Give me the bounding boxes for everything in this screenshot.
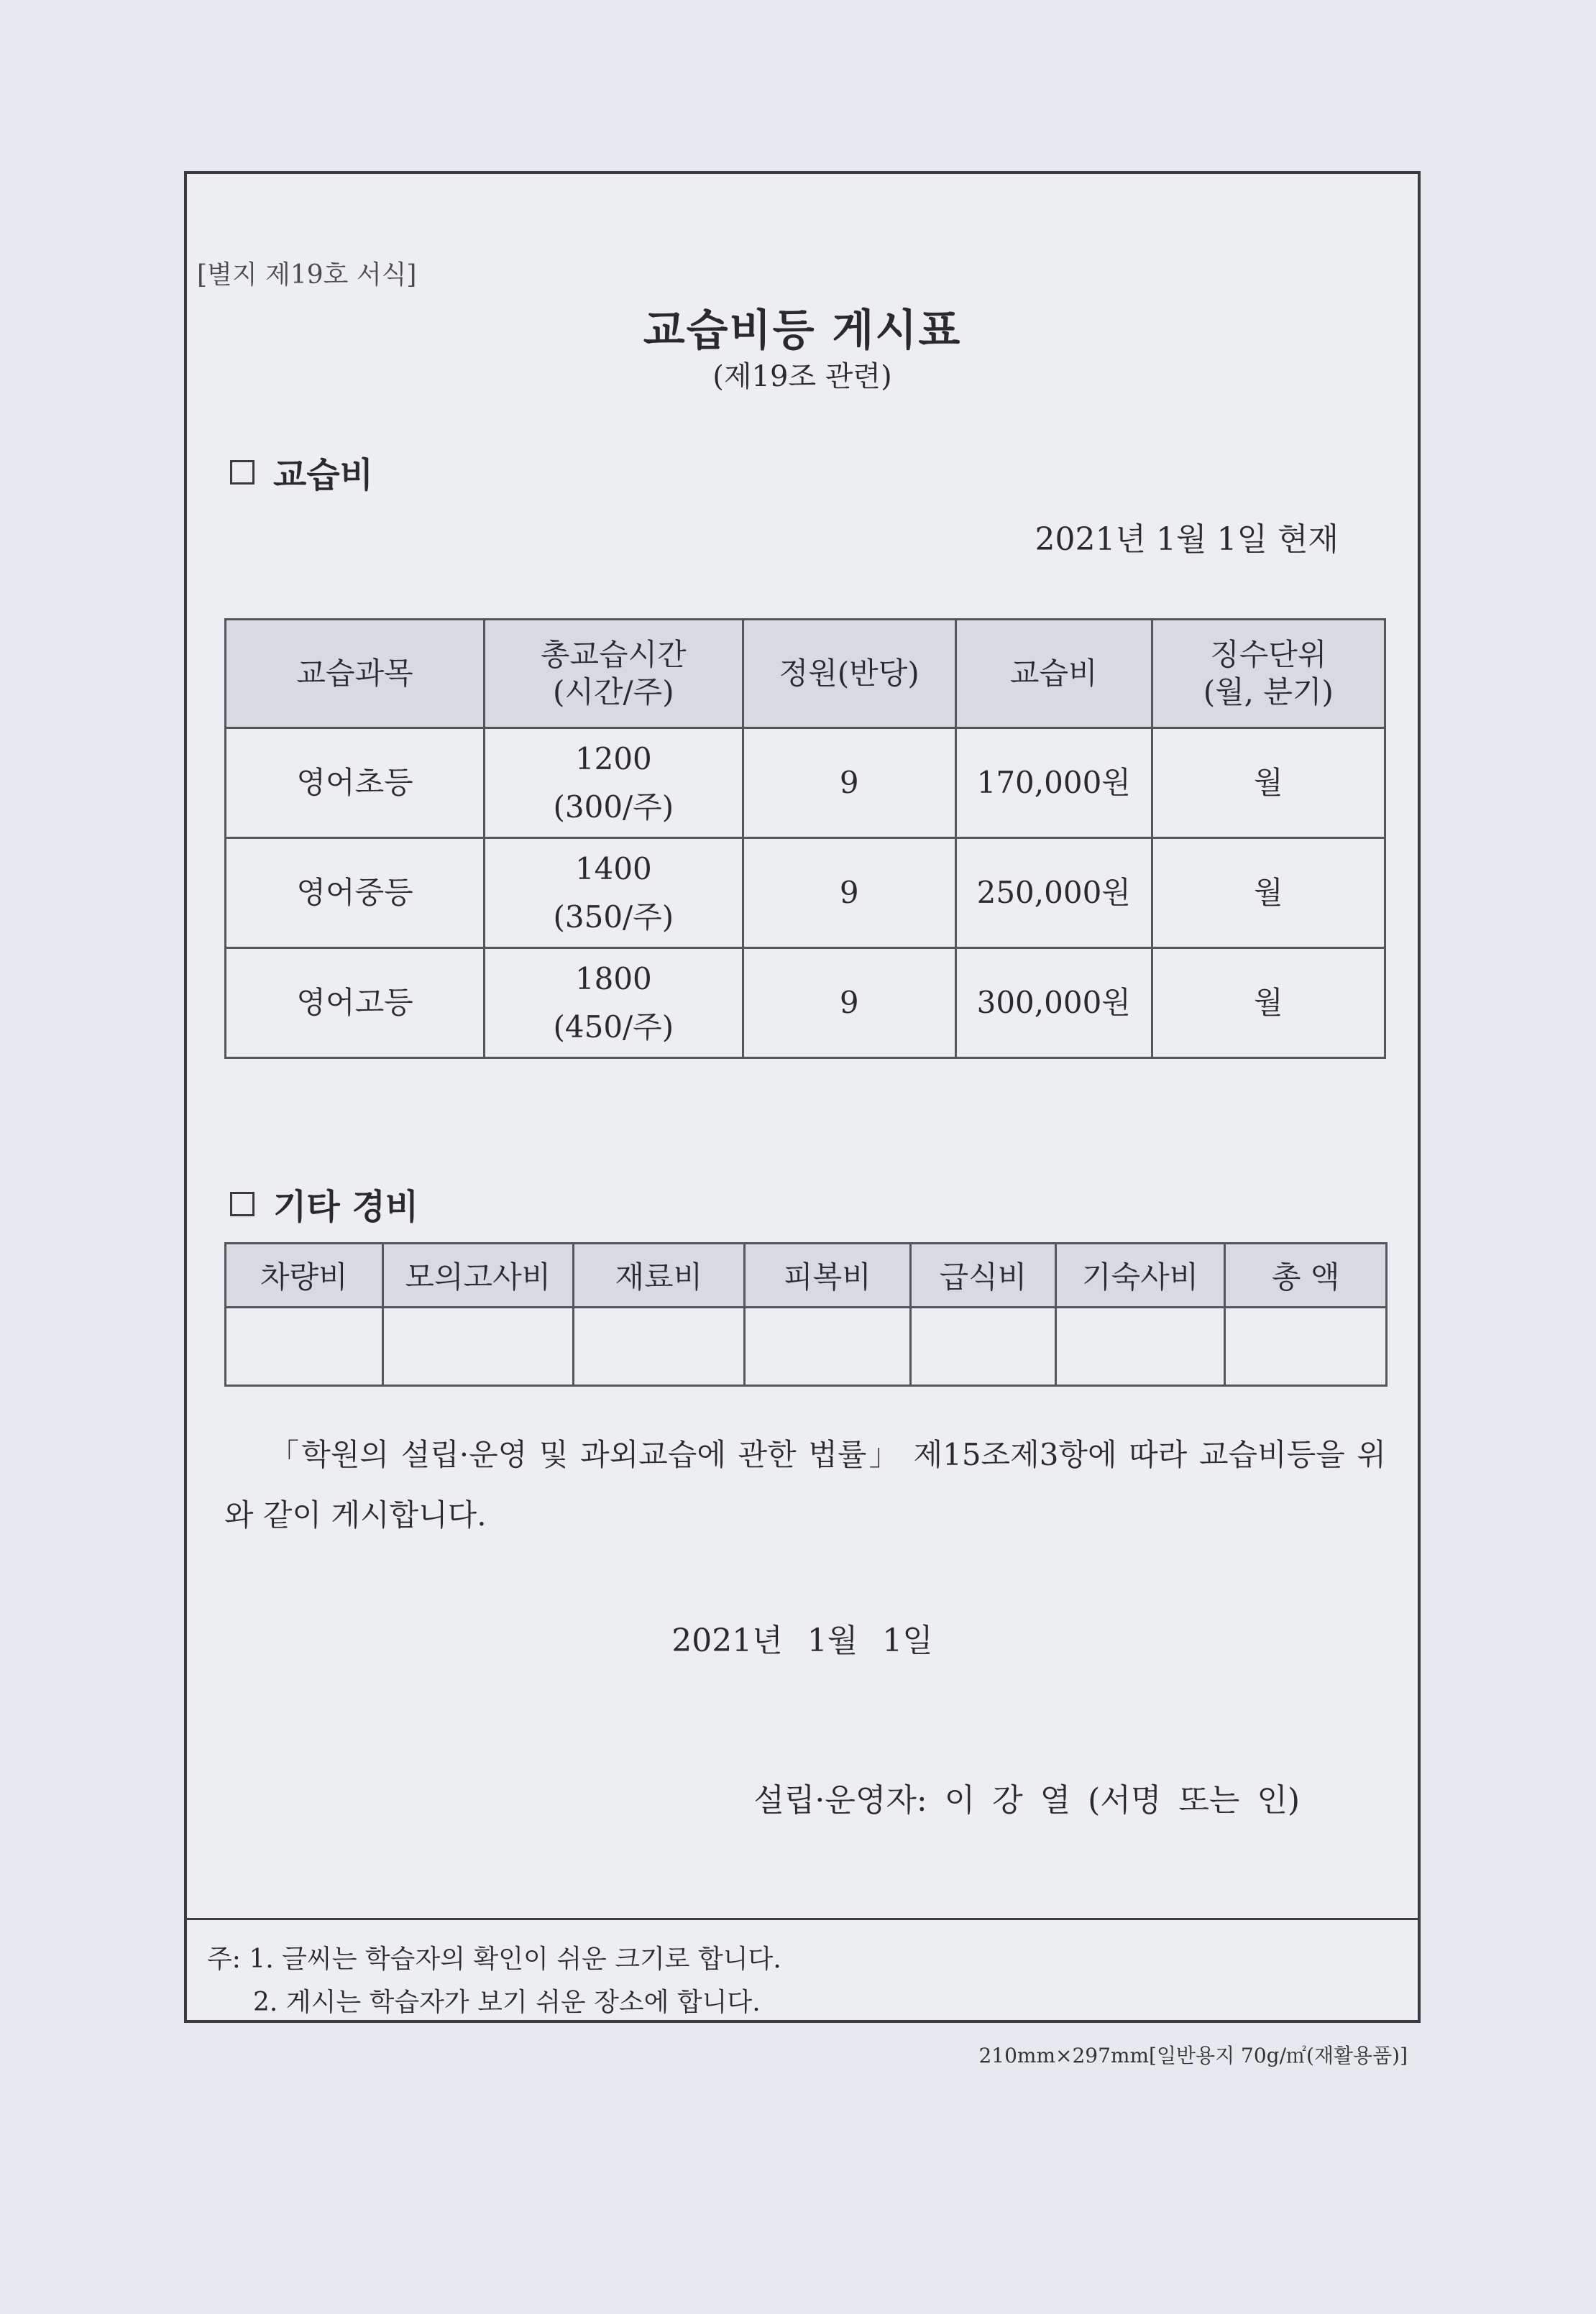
cell-total <box>1225 1308 1387 1386</box>
cell-vehicle <box>226 1308 383 1386</box>
tuition-section-label: 교습비 <box>273 455 374 495</box>
cell-mock-exam <box>382 1308 573 1386</box>
table-header-row <box>226 620 1385 728</box>
form-number: [별지 제19호 서식] <box>197 260 417 290</box>
cell-capacity: 9 <box>743 838 955 948</box>
cell-fee: 170,000원 <box>955 728 1152 838</box>
cell-hours: 1800 (450/주) <box>485 948 743 1058</box>
posting-date: 2021년 1월 1일 <box>671 1622 933 1659</box>
notes-box <box>187 1918 1418 2020</box>
cell-hours: 1200 (300/주) <box>485 728 743 838</box>
cell-unit: 월 <box>1152 728 1385 838</box>
header-capacity: 정원(반당) <box>743 620 955 728</box>
page-subtitle: (제19조 관련) <box>712 360 892 393</box>
cell-materials <box>574 1308 745 1386</box>
header-uniform: 피복비 <box>744 1244 911 1308</box>
form-sheet <box>184 171 1421 2023</box>
tuition-section-title <box>230 447 373 497</box>
checkbox-icon <box>230 1192 254 1216</box>
checkbox-icon <box>230 460 254 485</box>
cell-subject: 영어중등 <box>226 838 485 948</box>
cell-fee: 250,000원 <box>955 838 1152 948</box>
cell-unit: 월 <box>1152 948 1385 1058</box>
cell-capacity: 9 <box>743 948 955 1058</box>
cell-unit: 월 <box>1152 838 1385 948</box>
header-total: 총 액 <box>1225 1244 1387 1308</box>
header-materials: 재료비 <box>574 1244 745 1308</box>
cell-capacity: 9 <box>743 728 955 838</box>
cell-subject: 영어고등 <box>226 948 485 1058</box>
legal-statement: 「학원의 설립·운영 및 과외교습에 관한 법률」 제15조제3항에 따라 교습비등을 위와 같이 게시합니다. <box>224 1437 1386 1533</box>
other-expenses-table <box>224 1242 1388 1387</box>
header-mock-exam: 모의고사비 <box>382 1244 573 1308</box>
header-hours: 총교습시간 (시간/주) <box>485 620 743 728</box>
note-1: 주: 1. 글씨는 학습자의 확인이 쉬운 크기로 합니다. <box>207 1945 781 1974</box>
note-2: 2. 게시는 학습자가 보기 쉬운 장소에 합니다. <box>253 1988 761 2017</box>
header-vehicle: 차량비 <box>226 1244 383 1308</box>
page-title: 교습비등 게시표 <box>643 306 962 356</box>
cell-hours: 1400 (350/주) <box>485 838 743 948</box>
cell-fee: 300,000원 <box>955 948 1152 1058</box>
cell-uniform <box>744 1308 911 1386</box>
signer-line: 설립·운영자: 이 강 열 (서명 또는 인) <box>753 1782 1300 1819</box>
header-unit: 징수단위 (월, 분기) <box>1152 620 1385 728</box>
other-expenses-section-title <box>230 1179 418 1229</box>
cell-meals <box>911 1308 1056 1386</box>
table-row <box>226 948 1385 1058</box>
header-dormitory: 기숙사비 <box>1055 1244 1225 1308</box>
header-fee: 교습비 <box>955 620 1152 728</box>
tuition-table <box>224 618 1386 1059</box>
table-row <box>226 1308 1387 1386</box>
header-meals: 급식비 <box>911 1244 1056 1308</box>
other-expenses-section-label: 기타 경비 <box>273 1187 419 1227</box>
cell-subject: 영어초등 <box>226 728 485 838</box>
table-row <box>226 728 1385 838</box>
cell-dormitory <box>1055 1308 1225 1386</box>
paper-spec: 210mm×297mm[일반용지 70g/㎡(재활용품)] <box>978 2044 1408 2067</box>
as-of-date: 2021년 1월 1일 현재 <box>1035 521 1339 558</box>
table-header-row <box>226 1244 1387 1308</box>
header-subject: 교습과목 <box>226 620 485 728</box>
table-row <box>226 838 1385 948</box>
